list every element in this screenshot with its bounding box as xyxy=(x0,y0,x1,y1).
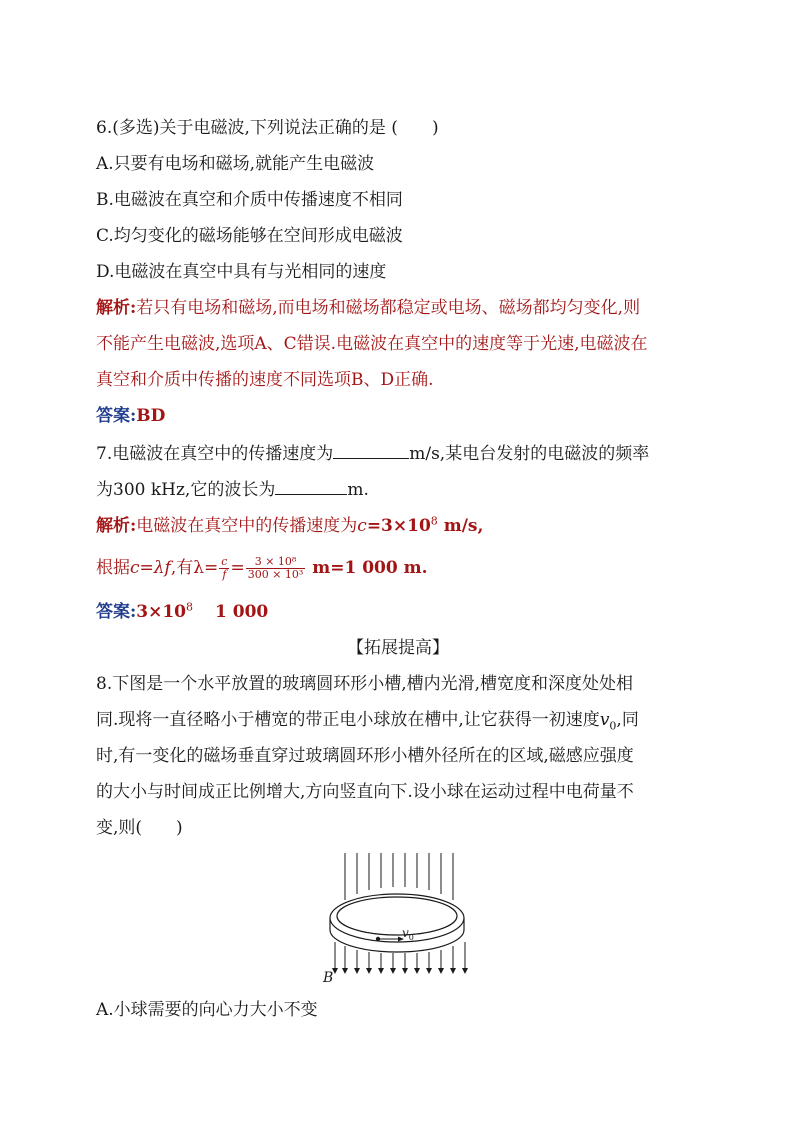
q7-stem-line2-part2: m. xyxy=(347,480,369,500)
q6-option-b: B.电磁波在真空和介质中传播速度不相同 xyxy=(96,190,403,210)
q8-line2-a: 同.现将一直径略小于槽宽的带正电小球放在槽中,让它获得一初速度 xyxy=(96,710,600,730)
q6-analysis-label: 解析: xyxy=(96,298,137,318)
q6-option-d: D.电磁波在真空中具有与光相同的速度 xyxy=(96,262,387,282)
q8-option-a: A.小球需要的向心力大小不变 xyxy=(96,1000,318,1020)
figure-label-v: $v_0$ xyxy=(402,926,414,942)
q8-line1: 8.下图是一个水平放置的玻璃圆环形小槽,槽内光滑,槽宽度和深度处处相 xyxy=(96,674,634,694)
q7-analysis-line2: 根据c=λf,有λ= $\frac{c}{f}$ = $\frac{\text{3 × 10⁸}}{\text{300 × 10³}}$ m=1 000 m. xyxy=(96,555,428,581)
q7-fraction-values xyxy=(246,556,306,581)
q7-analysis-label: 解析: xyxy=(96,516,137,536)
figure-label-b: B xyxy=(323,970,334,985)
q7-analysis-formula: c=λf xyxy=(130,558,171,578)
q8-line2-sub: 0 xyxy=(609,719,617,733)
q7-blank-1[interactable] xyxy=(333,440,409,459)
glass-ring-trough xyxy=(330,894,464,952)
q7-analysis-eq: =3×10 xyxy=(366,516,431,536)
q7-analysis-exp: 8 xyxy=(430,514,438,528)
q7-frac1-num: c xyxy=(221,555,228,568)
q6-answer-value: BD xyxy=(136,406,166,426)
q6-analysis-text1: 若只有电场和磁场,而电场和磁场都稳定或电场、磁场都均匀变化,则 xyxy=(136,298,641,318)
q8-line5-b: ) xyxy=(176,818,183,838)
q7-frac2-num: 3 × 10⁸ xyxy=(246,556,306,569)
q7-blank-2[interactable] xyxy=(275,476,347,495)
q8-line4: 的大小与时间成正比例增大,方向竖直向下.设小球在运动过程中电荷量不 xyxy=(96,782,634,802)
charged-ball xyxy=(376,937,380,941)
q6-analysis-line1 xyxy=(96,296,700,320)
q6-analysis-line2: 不能产生电磁波,选项A、C错误.电磁波在真空中的速度等于光速,电磁波在 xyxy=(96,334,648,354)
ring-trough-figure xyxy=(318,850,476,985)
q8-line3: 时,有一变化的磁场垂直穿过玻璃圆环形小槽外径所在的区域,磁感应强度 xyxy=(96,746,634,766)
field-arrowheads xyxy=(332,968,468,974)
q7-frac1-den: f xyxy=(222,568,227,581)
q7-answer-a: 3×10 xyxy=(136,602,187,622)
q7-frac2-den: 300 × 10³ xyxy=(247,568,304,581)
q6-option-a: A.只要有电场和磁场,就能产生电磁波 xyxy=(96,154,375,174)
q7-analysis-line2-b: ,有λ= xyxy=(170,558,219,578)
section-title: 【拓展提高】 xyxy=(347,638,449,658)
q6-stem xyxy=(96,116,700,140)
q7-analysis-line1 xyxy=(96,514,700,538)
q8-line2 xyxy=(96,708,700,732)
q7-answer-label: 答案: xyxy=(96,602,137,622)
q7-answer xyxy=(96,600,700,624)
q8-line5-a: 变,则( xyxy=(96,818,143,838)
q7-stem-part2: m/s,某电台发射的电磁波的频率 xyxy=(409,444,650,464)
q7-analysis-c: c xyxy=(357,516,367,536)
q8-line2-v: v xyxy=(599,710,610,730)
q7-analysis-unit: m/s, xyxy=(437,516,484,536)
q7-answer-exp: 8 xyxy=(186,600,194,614)
q8-line2-b: ,同 xyxy=(616,710,639,730)
q7-analysis-text: 电磁波在真空中的传播速度为 xyxy=(136,516,358,536)
q7-stem-part1: 7.电磁波在真空中的传播速度为 xyxy=(96,444,334,464)
q6-option-c: C.均匀变化的磁场能够在空间形成电磁波 xyxy=(96,226,403,246)
q8-line5 xyxy=(96,816,700,840)
q7-stem-line1 xyxy=(96,440,700,466)
q7-fraction-c-over-f xyxy=(219,556,229,581)
q6-analysis-line3: 真空和介质中传播的速度不同选项B、D正确. xyxy=(96,370,434,390)
q7-stem-line2 xyxy=(96,476,700,502)
q6-answer-label: 答案: xyxy=(96,406,137,426)
q7-analysis-line2-a: 根据 xyxy=(96,558,130,578)
q6-answer xyxy=(96,404,700,428)
q6-stem-close: ) xyxy=(431,118,439,138)
q6-stem-text: 6.(多选)关于电磁波,下列说法正确的是 ( xyxy=(96,118,398,138)
q7-stem-line2-part1: 为300 kHz,它的波长为 xyxy=(96,480,276,500)
q7-answer-b: 1 000 xyxy=(215,602,269,622)
q7-analysis-result: m=1 000 m. xyxy=(306,558,428,578)
magnetic-field-lines-back xyxy=(345,853,453,900)
